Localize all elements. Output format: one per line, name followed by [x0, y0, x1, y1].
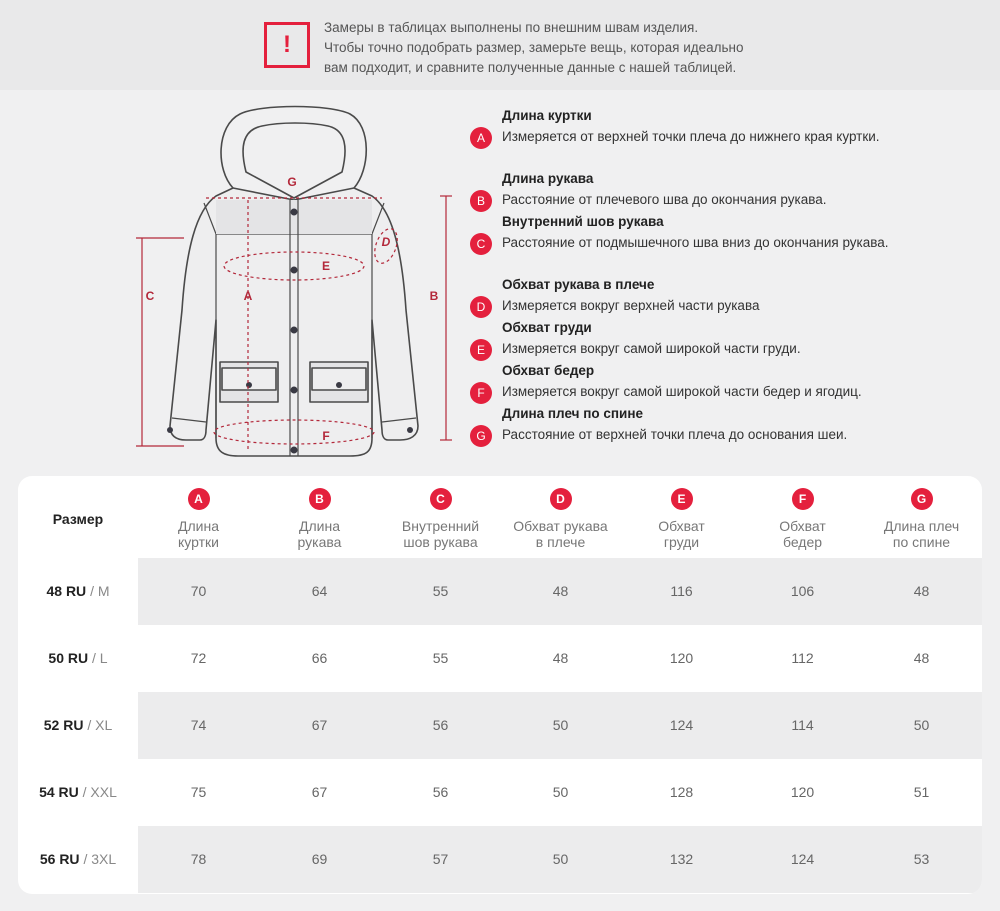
column-header-b: B Длина рукава — [259, 488, 380, 550]
diagram-label-d: D — [381, 235, 391, 249]
legend-desc: Измеряется вокруг самой широкой части бедер и ягодиц. — [502, 384, 862, 399]
table-cell: 78 — [190, 851, 207, 867]
table-row — [18, 558, 982, 625]
table-cell: 55 — [432, 650, 449, 666]
badge-f: F — [470, 382, 492, 404]
table-cell: 53 — [913, 851, 930, 867]
table-cell: 69 — [311, 851, 328, 867]
badge-d: D — [550, 488, 572, 510]
legend-title: Обхват груди — [502, 320, 592, 335]
table-cell: 50 — [552, 851, 569, 867]
table-cell: 132 — [669, 851, 694, 867]
legend-desc: Расстояние от подмышечного шва вниз до окончания рукава. — [502, 235, 889, 250]
table-cell: 70 — [190, 583, 207, 599]
notice-text — [324, 18, 764, 78]
table-cell: 55 — [432, 583, 449, 599]
badge-b: B — [470, 190, 492, 212]
badge-g: G — [470, 425, 492, 447]
table-cell: 106 — [790, 583, 815, 599]
button — [246, 382, 252, 388]
size-table — [18, 476, 982, 894]
table-row — [18, 625, 982, 692]
diagram-label-f: F — [322, 429, 330, 443]
table-row — [18, 692, 982, 759]
table-cell: 72 — [190, 650, 207, 666]
size-cell: 56 RU / 3XL — [39, 851, 117, 867]
badge-c: C — [430, 488, 452, 510]
table-row — [18, 826, 982, 893]
table-cell: 48 — [913, 583, 930, 599]
notice-line: вам подходит, и сравните полученные данные с нашей таблицей. — [324, 60, 737, 75]
table-cell: 51 — [913, 784, 930, 800]
table-cell: 75 — [190, 784, 207, 800]
badge-a: A — [470, 127, 492, 149]
legend-desc: Измеряется вокруг верхней части рукава — [502, 298, 760, 313]
column-header-e: E Обхват груди — [621, 488, 742, 550]
legend-title: Длина плеч по спине — [502, 406, 643, 421]
table-cell: 120 — [669, 650, 694, 666]
jacket-diagram — [130, 100, 460, 470]
table-cell: 48 — [913, 650, 930, 666]
table-cell: 50 — [552, 784, 569, 800]
table-cell: 112 — [791, 650, 814, 666]
button — [291, 267, 298, 274]
badge-c: C — [470, 233, 492, 255]
badge-d: D — [470, 296, 492, 318]
legend-desc: Измеряется вокруг самой широкой части груди. — [502, 341, 801, 356]
exclamation-icon: ! — [264, 22, 310, 68]
badge-f: F — [792, 488, 814, 510]
table-cell: 116 — [670, 583, 693, 599]
badge-g: G — [911, 488, 933, 510]
legend-title: Внутренний шов рукава — [502, 214, 664, 229]
table-cell: 50 — [913, 717, 930, 733]
yoke-panel — [216, 200, 372, 234]
badge-e: E — [470, 339, 492, 361]
size-cell: 52 RU / XL — [43, 717, 113, 733]
column-header-a: A Длина куртки — [138, 488, 259, 550]
column-header-d: D Обхват рукава в плече — [500, 488, 621, 550]
table-cell: 120 — [790, 784, 815, 800]
button — [336, 382, 342, 388]
badge-b: B — [309, 488, 331, 510]
legend-desc: Измеряется от верхней точки плеча до нижнего края куртки. — [502, 129, 880, 144]
table-cell: 66 — [311, 650, 328, 666]
legend-desc: Расстояние от верхней точки плеча до основания шеи. — [502, 427, 848, 442]
legend-title: Обхват рукава в плече — [502, 277, 655, 292]
size-column-header: Размер — [52, 511, 104, 527]
table-cell: 74 — [190, 717, 207, 733]
column-header-f: F Обхват бедер — [742, 488, 863, 550]
button — [291, 327, 298, 334]
legend-desc: Расстояние от плечевого шва до окончания рукава. — [502, 192, 827, 207]
diagram-label-c: C — [145, 289, 155, 303]
size-cell: 50 RU / L — [48, 650, 108, 666]
notice-line: Замеры в таблицах выполнены по внешним швам изделия. — [324, 20, 699, 35]
table-cell: 64 — [311, 583, 328, 599]
notice-banner — [0, 0, 1000, 90]
table-cell: 48 — [552, 583, 569, 599]
table-cell: 50 — [552, 717, 569, 733]
table-cell: 128 — [669, 784, 694, 800]
size-cell: 54 RU / XXL — [39, 784, 117, 800]
button — [407, 427, 413, 433]
legend-title: Длина куртки — [502, 108, 592, 123]
table-cell: 114 — [791, 717, 814, 733]
button — [291, 447, 298, 454]
notice-line: Чтобы точно подобрать размер, замерьте вещь, которая идеально — [324, 40, 744, 55]
table-cell: 67 — [311, 717, 328, 733]
legend-title: Обхват бедер — [502, 363, 595, 378]
button — [167, 427, 173, 433]
legend-title: Длина рукава — [502, 171, 594, 186]
diagram-label-b: B — [429, 289, 439, 303]
diagram-label-g: G — [287, 175, 297, 189]
diagram-label-a: A — [243, 289, 253, 303]
table-cell: 67 — [311, 784, 328, 800]
button — [291, 387, 298, 394]
table-header — [18, 476, 982, 558]
size-cell: 48 RU / M — [46, 583, 110, 599]
table-cell: 57 — [432, 851, 449, 867]
table-cell: 56 — [432, 784, 449, 800]
column-header-g: G Длина плеч по спине — [861, 488, 982, 550]
table-cell: 48 — [552, 650, 569, 666]
badge-e: E — [671, 488, 693, 510]
badge-a: A — [188, 488, 210, 510]
table-cell: 56 — [432, 717, 449, 733]
table-cell: 124 — [790, 851, 815, 867]
button — [291, 209, 298, 216]
diagram-label-e: E — [321, 259, 331, 273]
table-cell: 124 — [669, 717, 694, 733]
column-header-c: C Внутренний шов рукава — [380, 488, 501, 550]
table-row — [18, 759, 982, 826]
